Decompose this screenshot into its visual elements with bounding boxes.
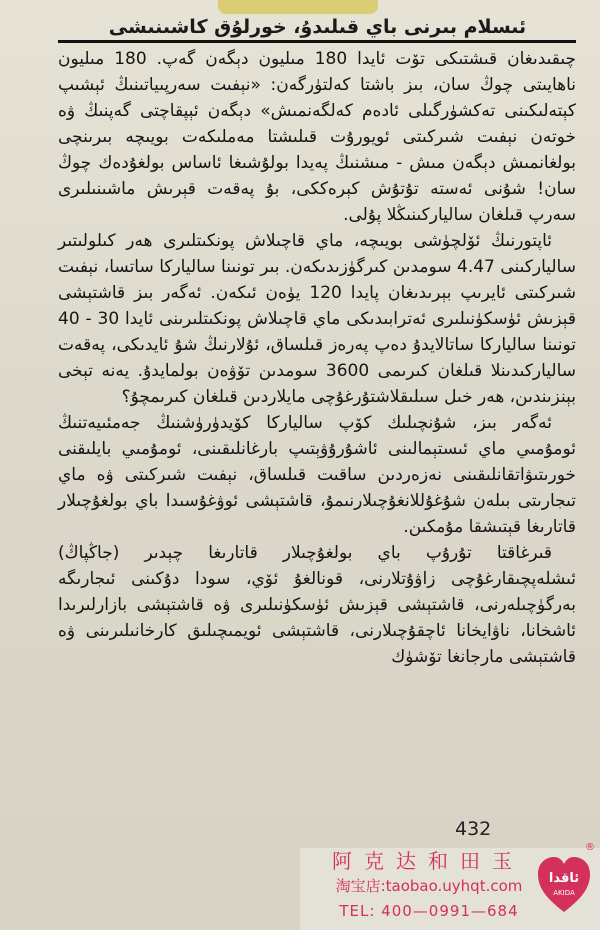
registered-mark: ® bbox=[585, 842, 595, 853]
paragraph-3: ئەگەر بىز، شۇنچىلىك كۆپ سالياركا كۆيدۈرۈشنىڭ جەمئىيەتنىڭ ئومۇمىي ماي ئىستېمالىنى ئاشۇرۇۋېتىپ بارغانلىقىنى، ئومۇمىي بايلىقنى خورىتىۋاتقانلىقىنى نەزەردىن ساقىت قىلساق، نېفىت شىركىتى ۋە ماي تىجارىتى بىلەن شۇغۇللانغۇچىلارنىمۇ، قاشتېشى ئوۋغۇسىدا باي بولغۇچىلار قاتارىغا قېتىشقا مۇمكىن. bbox=[58, 413, 576, 537]
ad-phone: TEL: 400—0991—684 bbox=[339, 902, 519, 920]
akida-heart-logo bbox=[536, 854, 592, 916]
header-rule bbox=[58, 40, 576, 43]
ad-title: 阿克达和田玉 bbox=[332, 849, 524, 873]
logo-text: ئاقدا bbox=[548, 871, 580, 886]
ad-shop-url: 淘宝店:taobao.uyhqt.com bbox=[335, 877, 523, 895]
paragraph-1: چىقىدىغان قىشتىكى تۆت ئايدا 180 مىليون دېگەن گەپ. 180 مىليون ناھايىتى چوڭ سان، بىز باشتا كەلتۈرگەن: «نېفىت سەرپىياتىنىڭ ئېشىپ كېتەلىكىنى تەكشۈرگىلى ئادەم كەلگەنمىش» دېگەن ئېپقاچتى گەپنىڭ ۋە خوتەن نېفىت شىركىتى ئويورۇت قىلىشتا مەملىكەت بويىچە بىرىنچى بولغانمىش دېگەن مىش - مىشنىڭ پەيدا بولۇشىغا ئاساس بولغۇدەك چوڭ سان! شۇنى ئەستە تۇتۇش كېرەككى، بۇ پەقەت قېرىش ماشىنىلىرى سەرپ قىلغان سالياركىنىڭلا پۇلى. bbox=[58, 49, 576, 225]
logo-caption: AKIDA bbox=[553, 889, 575, 897]
page-number: 432 bbox=[455, 818, 492, 840]
body-text bbox=[58, 46, 576, 670]
page-tab-marker bbox=[218, 0, 378, 14]
paragraph-4: قىرغاقتا تۇرۇپ باي بولغۇچىلار قاتارىغا چېدىر (جاڭپاڭ) ئىشلەپچىقارغۇچى زاۋۇتلارنى، قونالغۇ ئۆي، سودا دۇكىنى ئىجارىگە بەرگۈچىلەرنى، قاشتېشى قېزىش ئۈسكۈنىلىرى ۋە قاشتېشى بازارلىرىدا ئاشخانا، ناۋايخانا ئاچقۇچىلارنى، قاشتېشى ئويمىچىلىق كارخانىلىرىنى ۋە قاشتېشى مارجانغا تۆشۈك bbox=[58, 543, 576, 667]
heart-logo-icon bbox=[536, 854, 592, 916]
watermark-ad bbox=[300, 842, 600, 930]
paragraph-2: ئاپتورنىڭ ئۆلچۈشى بويىچە، ماي قاچىلاش پونكىتلىرى ھەر كىلولىتىر سالياركىنى 4.47 سومدىن كىرگۈزىدىكەن. بىر تونىنا سالياركا ساتسا، نېفىت شىركىتى ئايرىپ بېرىدىغان پايدا 120 يۈەن ئىكەن. ئەگەر بىز قاشتېشى قېزىش ئۈسكۈنىلىرى ئەترابىدىكى ماي قاچىلاش پونكىتلىرىنى ئايدا 30 - 40 تونىنا سالياركا ساتالايدۇ دەپ پەرەز قىلساق، ئۇلارنىڭ شۇ ئايدىكى، پەقەت سالياركىدىنلا قىلغان كىرىمى 3600 سومدىن تۆۋەن بولمايدۇ. يەنە تېخى بېنزىندىن، ھەر خىل سىلىقلاشتۇرغۇچى مايلاردىن قىلغان كىرىمچۇ؟ bbox=[58, 231, 577, 407]
running-header: ئىسلام بىرنى باي قىلىدۇ، خورلۇق كاشىنىشى bbox=[108, 16, 527, 38]
